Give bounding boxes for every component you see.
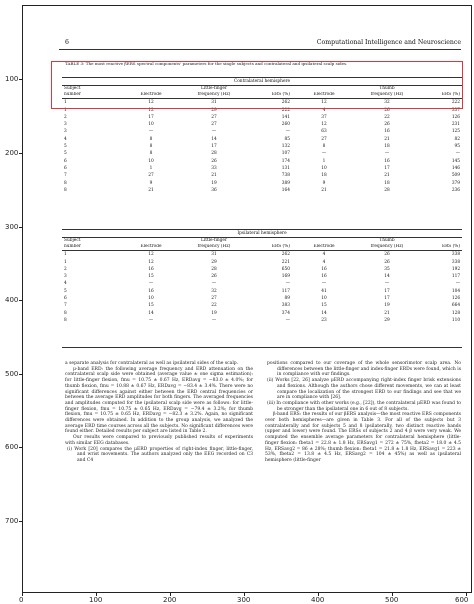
table-cell: 12 [148,259,154,265]
table-cell: 117 [281,288,290,294]
table-row [62,121,462,128]
table-cell: 21 [384,310,390,316]
table-cell: — [148,281,154,287]
table-cell: 8 [64,187,67,193]
table-cell: 169 [281,274,290,280]
header-subject: Subject [64,86,81,92]
table-cell: 4 [322,107,326,113]
y-tick-label: 500 [5,370,19,378]
table-cell: 4 [322,259,326,265]
table-cell: 262 [281,252,290,258]
table-cell: 1 [149,165,153,171]
table-row [62,310,462,317]
table-cell: 36 [211,187,217,193]
table-row [62,259,462,266]
table-cell: 31 [211,252,217,258]
table-cell: 10 [148,296,154,302]
table-cell: 2 [64,266,67,272]
journal-title: Computational Intelligence and Neuroscience [316,39,461,46]
table-cell: 16 [384,129,390,135]
table-cell: 236 [451,187,461,193]
table-cell: 18 [321,173,327,179]
header-rule [59,49,461,50]
header-thumb: Thumb [379,86,395,92]
table-row [62,165,462,172]
table-row [62,99,462,107]
table-cell: 15 [321,303,327,309]
table-cell: 27 [321,136,327,142]
header-frequency: frequency (Hz) [182,92,246,99]
table-cell: 22 [211,303,217,309]
table-cell: 117 [451,274,461,280]
table-cell: 17 [384,296,390,302]
table-cell: 16 [321,266,327,272]
table-cell: — [321,281,327,287]
plot-frame [22,5,472,593]
y-tick-label: 300 [5,223,19,231]
table-cell: — [285,129,290,135]
table-cell: 29 [211,259,217,265]
table-cell: 107 [281,151,290,157]
table-cell: 262 [281,100,290,106]
table-cell: 12 [321,100,327,106]
table-cell: 17 [384,165,390,171]
list-item: (ii) Works [22, 26] analyze μERD accompanying right-index finger brisk extensions and flexions. Although the authors chose different movements, we can at least compare the localization of the strongest ERD to our findings and see that we are in compliance with [26]. [267,378,461,401]
table-cell: 7 [64,173,67,179]
table-cell: 338 [451,252,461,258]
page-number: 6 [65,39,69,46]
table-row [62,266,462,273]
y-tick-label: 600 [5,443,19,451]
list-item: positions compared to our coverage of the whole sensorimotor scalp area. No differences between the little-finger and index-finger ERDs were found, which is in compliance with our findings. [267,361,461,378]
table-cell: 17 [148,114,154,120]
y-tick-label: 400 [5,296,19,304]
table-cell: 5 [64,288,67,294]
table-cell: 650 [281,266,290,272]
table-cell: 141 [281,114,290,120]
table-cell: 16 [148,266,154,272]
table-row [62,280,462,287]
table-cell: 128 [451,310,461,316]
table-cell: 23 [321,317,327,323]
header-little-finger: Little-finger [200,86,228,92]
table-row [62,187,462,194]
table-cell: 221 [281,259,290,265]
table-cell: 29 [384,317,390,323]
y-tick-label: 700 [5,517,19,525]
table-cell: 18 [384,180,390,186]
header-subject: Subject [64,238,81,244]
list-item: (i) Work [20] compares the μERD properties of right-index finger, little-finger, and wrist movements. The authors analyzed only the EEG recorded on C3 and C4 [67,446,253,463]
table-cell: 26 [211,158,217,164]
table-cell: 6 [64,165,67,171]
table-cell: 19 [211,180,217,186]
table-cell: — [384,151,390,157]
table-cell: — [384,281,390,287]
table-cell: 126 [451,296,461,302]
table-cell: 26 [384,122,390,128]
table-cell: 41 [321,288,327,294]
table-cell: 14 [148,310,154,316]
table-cell: 5 [64,151,67,157]
table-cell: 222 [281,107,290,113]
table-cell: 17 [384,288,390,294]
table-cell: 4 [322,252,326,258]
table-cell: 28 [384,187,390,193]
table-cell: 260 [281,122,290,128]
header-frequency: frequency (Hz) [182,244,246,251]
table-cell: 14 [321,310,327,316]
table-cell: 5 [64,144,67,150]
header-electrode: Electrode [120,244,182,251]
table-cell: — [148,317,154,323]
table-cell: 6 [64,296,67,302]
table-cell: 21 [211,173,217,179]
table-cell: 29 [211,107,217,113]
table-cell: 125 [451,129,461,135]
header-number: number [62,244,120,251]
table-cell: 8 [149,144,153,150]
document-page [59,6,461,593]
table-cell: 82 [454,136,461,142]
table-cell: 8 [322,144,326,150]
table-row [62,302,462,309]
table-cell: 19 [384,303,390,309]
table-cell: 35 [384,266,390,272]
header-ers: ERS (%) [246,92,292,99]
table-cell: 27 [211,122,217,128]
header-electrode: Electrode [292,244,356,251]
table-cell: 6 [64,158,67,164]
table-cell: 3 [64,122,67,128]
header-ers: ERS (%) [418,244,462,251]
paragraph: μ-band ERD: the following average frequency and ERD attenuation on the contralateral scalp side were obtained (average value ± one sigma estimation): for little-finger flexion, fmu = 10.75 ± 0.67 Hz, ERDavg = −83.0 ± 4.0%; for thumb flexion, fmu = 10.88 ± 0.67 Hz, ERDavg = −83.4 ± 3.4%. There were no significant differences against either between the ERD central frequencies or between the average ERD amplitudes for both fingers. The averaged frequencies and amplitudes computed for the ipsilateral scalp side were as follows: for little-finger flexion, fmu = 10.75 ± 0.65 Hz, ERDavg = −79.4 ± 3.2%; for thumb flexion, fmu = 10.75 ± 0.65 Hz, ERDavg = −82.3 ± 3.2%. Again, no significant differences were obtained. In addition to the group analysis, we analyzed the average ERD time courses across all the subjects. No significant differences were found either. Detailed results per subject are listed in Table 2. [65,366,253,435]
table-cell: — [321,151,327,157]
table-row [62,273,462,280]
table-cell: 3 [64,274,67,280]
x-tick-label: 100 [89,596,103,604]
table-cell: 27 [211,296,217,302]
x-tick-label: 400 [311,596,325,604]
table-row [62,158,462,165]
table-cell: 21 [384,173,390,179]
x-tick-label: 200 [163,596,177,604]
table-cell: 337 [451,107,461,113]
left-text-column [65,361,253,464]
table-cell: 21 [384,136,390,142]
table-cell: 18 [384,144,390,150]
table-cell: 19 [211,310,217,316]
table-cell: 10 [148,122,154,128]
table-cell: — [455,151,461,157]
table-cell: 28 [211,151,217,157]
table-cell: 16 [321,274,327,280]
header-number: number [62,92,120,99]
table-cell: 21 [321,187,327,193]
paragraph: a separate analysis for contralateral as well as ipsilateral sides of the scalp. [65,361,239,366]
table-cell: 145 [451,158,461,164]
table-cell: 7 [64,303,67,309]
table-row [62,114,462,121]
table-cell: 3 [64,129,67,135]
table-cell: — [148,129,154,135]
table-cell: — [211,281,217,287]
table-cell: — [211,317,217,323]
table-cell: 132 [281,144,290,150]
ipsilateral-heading-row [62,230,462,238]
table-cell: 338 [451,259,461,265]
x-tick-label: 0 [19,596,24,604]
table-cell: — [211,129,217,135]
header-frequency: frequency (Hz) [356,92,418,99]
table-cell: 738 [281,173,290,179]
table-cell: 4 [64,281,67,287]
running-head [59,39,461,49]
table-cell: 8 [149,136,153,142]
table-row [62,172,462,179]
table-cell: 15 [148,303,154,309]
table-cell: 146 [451,165,461,171]
ipsilateral-table [62,229,462,324]
header-little-finger: Little-finger [200,238,228,244]
table-cell: 222 [451,100,461,106]
header-thumb: Thumb [379,238,395,244]
table-cell: 21 [148,187,154,193]
table-cell: — [285,317,290,323]
table-cell: 4 [64,136,67,142]
table-cell: 28 [211,266,217,272]
table-row [62,107,462,114]
table-row [62,128,462,135]
table-cell: 10 [321,296,327,302]
table-cell: 1 [64,100,67,106]
table-cell: 32 [384,100,390,106]
y-tick-label: 100 [5,75,19,83]
table-cell: 85 [284,136,290,142]
table-cell: 10 [148,158,154,164]
table-cell: 26 [384,252,390,258]
table-cell: 509 [451,173,461,179]
table-cell: 379 [451,180,461,186]
table-cell: 16 [384,158,390,164]
header-ers: ERS (%) [418,92,462,99]
table-cell: 1 [64,107,67,113]
table-cell: 8 [64,310,67,316]
table-row [62,136,462,143]
table-row [62,295,462,302]
table-cell: 37 [321,114,327,120]
table-cell: 15 [148,274,154,280]
table-row [62,251,462,259]
table-row [62,317,462,324]
table-cell: 12 [148,107,154,113]
table-cell: 27 [148,173,154,179]
header-frequency: frequency (Hz) [356,244,418,251]
table-cell: 16 [148,288,154,294]
table-cell: 1 [64,259,67,265]
table-cell: 89 [284,296,290,302]
table-cell: 32 [211,288,217,294]
table-cell: 22 [384,114,390,120]
table-cell: — [455,281,461,287]
table-cell: 383 [281,303,290,309]
table-cell: 126 [451,114,461,120]
x-tick-label: 300 [237,596,251,604]
table-cell: 1 [64,252,67,258]
table-cell: 8 [149,151,153,157]
table-cell: 664 [451,303,461,309]
header-electrode: Electrode [120,92,182,99]
right-text-column [265,361,461,464]
table-cell: 231 [451,122,461,128]
table-cell: 31 [211,100,217,106]
section-ipsilateral: Ipsilateral hemisphere [62,230,462,238]
x-tick-label: 600 [455,596,469,604]
table-cell: 17 [211,144,217,150]
list-item: (iii) In compliance with other works (e.g., [22]), the contralateral μERD was found to be stronger than the ipsilateral one in 6 out of 8 subjects. [267,400,461,412]
table-cell: 104 [451,288,461,294]
y-tick-label: 200 [5,149,19,157]
table-cell: 27 [211,114,217,120]
table-cell: 192 [451,266,461,272]
table-cell: 26 [384,107,390,113]
table-row [62,180,462,187]
table-cell: 8 [64,317,67,323]
table-bottom-rule [62,347,462,348]
header-ers: ERS (%) [246,244,292,251]
table-cell: 12 [321,122,327,128]
table-cell: 9 [322,180,326,186]
table-cell: 12 [148,252,154,258]
table-cell: 110 [451,317,461,323]
table-row [62,143,462,150]
table-cell: 10 [321,165,327,171]
table-cell: 2 [64,114,67,120]
table-cell: 33 [211,165,217,171]
table-row [62,288,462,295]
table-caption: TABLE 3: The most reactive βERS spectral components' parameters for the single subjects and contralateral and ipsilateral scalp sides. [65,61,348,66]
paragraph: Our results were compared to previously published results of experiments with similar EEG databases. [65,435,253,446]
contralateral-table [62,77,462,194]
table-cell: 26 [211,274,217,280]
table-row [62,150,462,157]
table-cell: 389 [281,180,290,186]
table-cell: 26 [384,259,390,265]
table-cell: 1 [322,158,326,164]
table-cell: — [285,281,290,287]
table-cell: 9 [149,180,153,186]
table-cell: 164 [281,187,290,193]
table-cell: 63 [321,129,327,135]
section-contralateral: Contralateral hemisphere [62,78,462,86]
contralateral-heading-row [62,78,462,86]
table-cell: 95 [454,144,461,150]
table-cell: 14 [211,136,217,142]
table-cell: 8 [64,180,67,186]
table-cell: 131 [281,165,290,171]
table-cell: 174 [281,158,290,164]
x-tick-label: 500 [385,596,399,604]
header-electrode: Electrode [292,92,356,99]
paragraph: β-band ERS: the results of our βERS analysis—the most reactive ERS components over both hemispheres—are given in Table 3. For all of the subjects but 3 contralaterally and for subjects 5 and 8 ipsilaterally, two distinct reactive bands (upper and lower) were found. The ERSs of subjects 2 and 4 β were very weak. We computed the ensemble average parameters for contralateral hemisphere (little-finger flexion: fbeta1 = 22.8 ± 1.8 Hz, ERSavg1 = 272 ± 75%, fbeta2 = 18.0 ± 4.5 Hz, ERSavg2 = 86 ± 28%; thumb flexion: fbeta1 = 21.8 ± 1.8 Hz, ERSavg1 = 223 ± 53%, fbeta2 = 13.8 ± 4.5 Hz, ERSavg2 = 104 ± 45%) as well as ipsilateral hemisphere (little-finger [265,412,461,463]
table-cell: 374 [281,310,290,316]
table-cell: 14 [384,274,390,280]
table-cell: 12 [148,100,154,106]
